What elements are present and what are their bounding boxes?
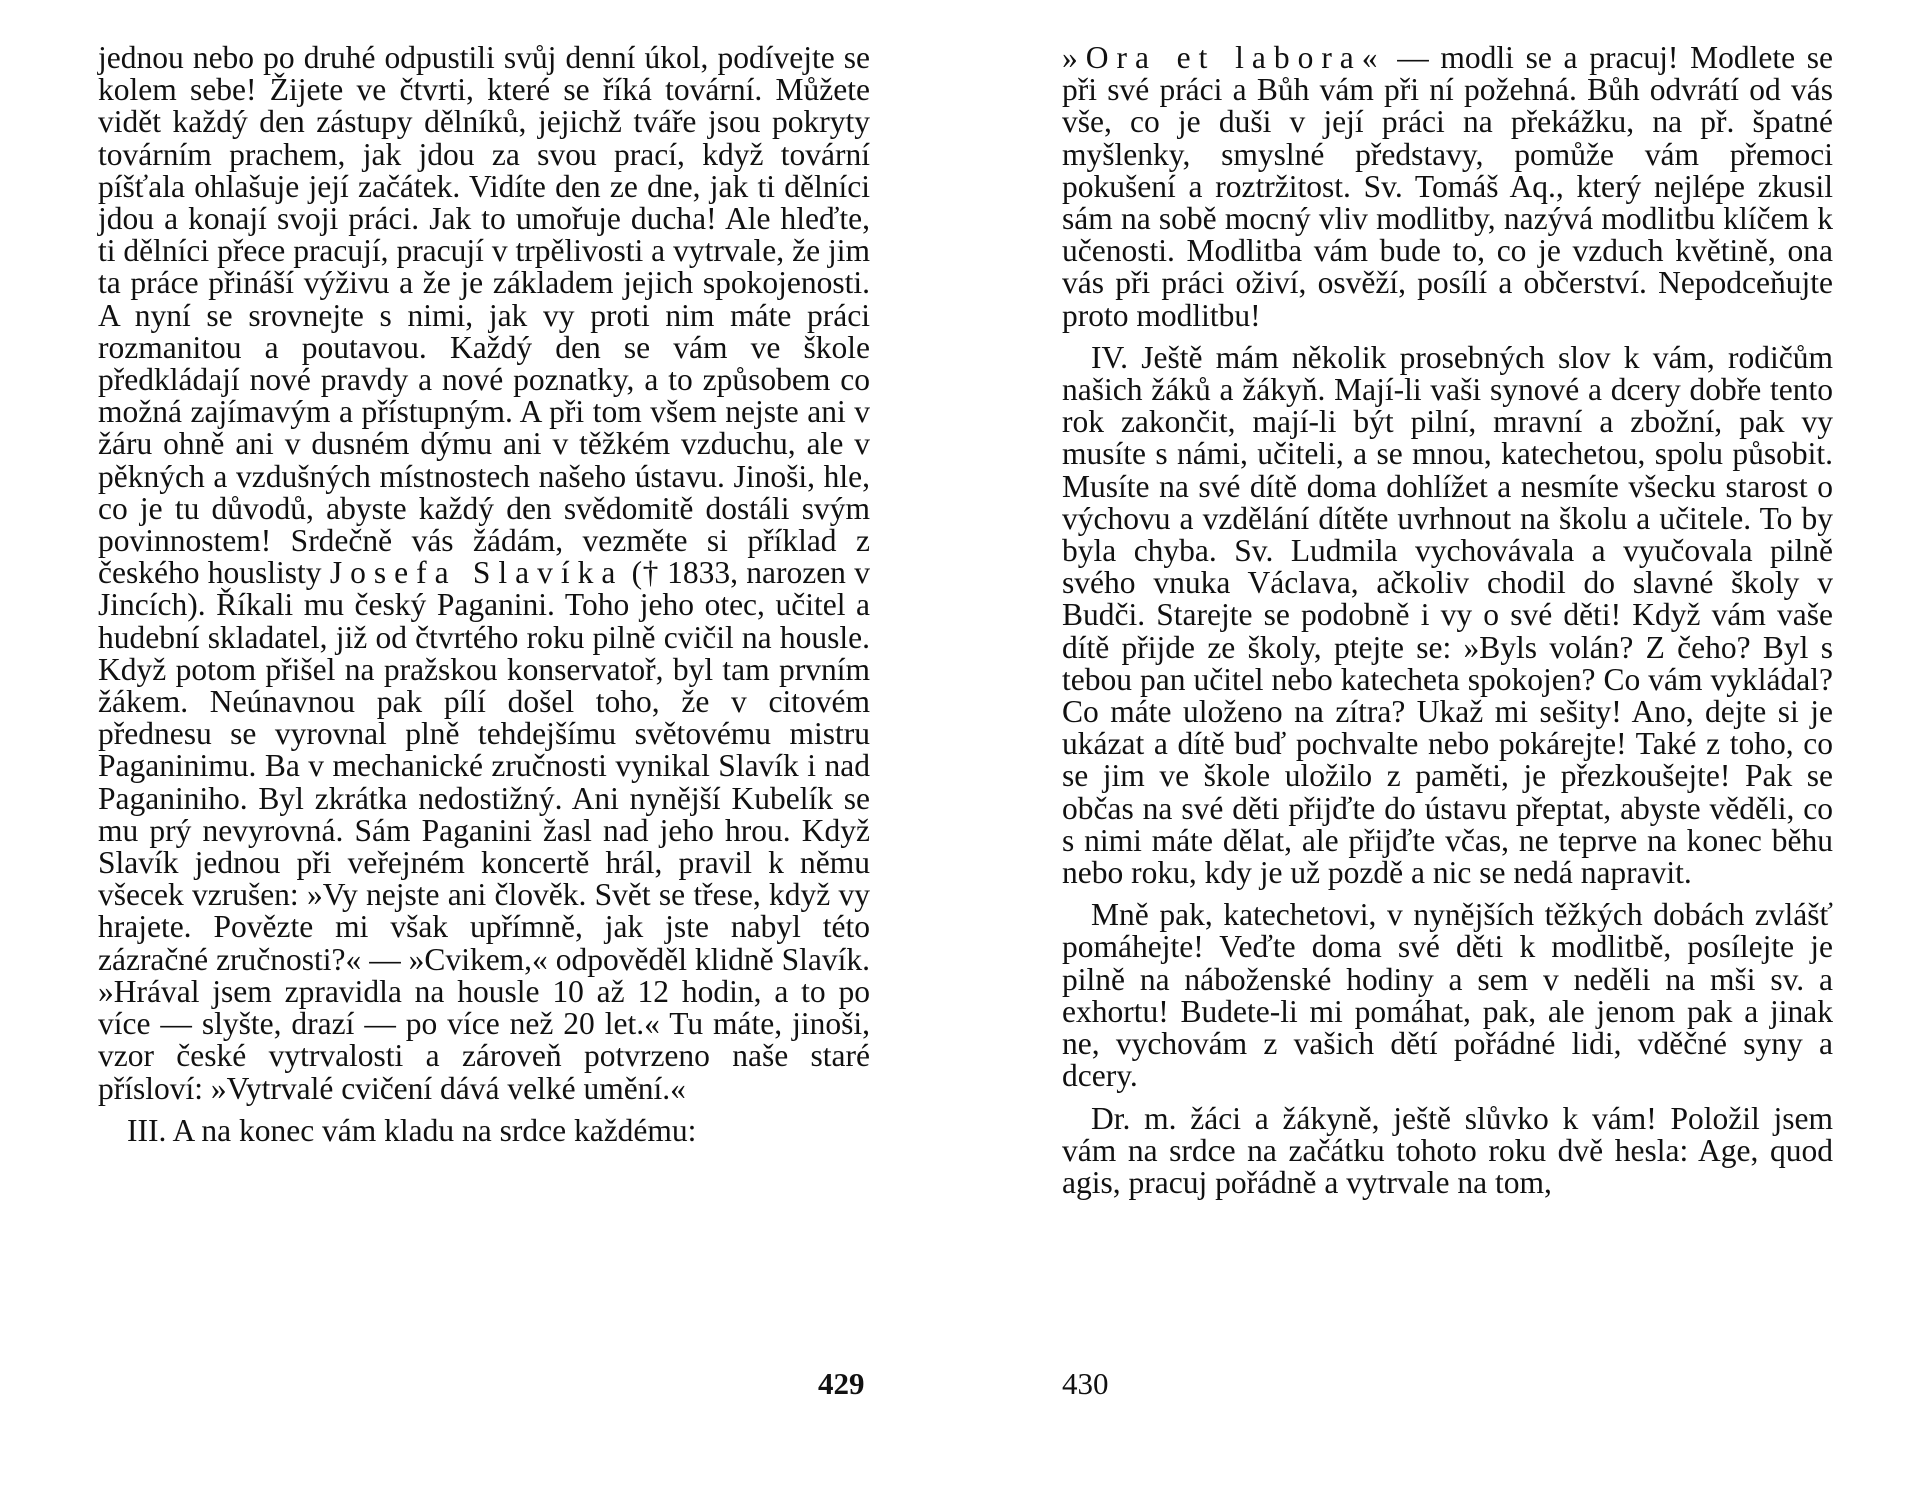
paragraph: III. A na konec vám kladu na srdce každému: (127, 1112, 697, 1148)
paragraph: IV. Ještě mám několik prosebných slov k vám, rodičům našich žáků a žákyň. Mají-li vaši synové a dcery dobře tento rok zakončit, mají-li být pilní, mravní a zbožní, pak vy musíte s námi, učiteli, a se mnou, katechetou, spolu působit. Musíte na své dítě doma dohlížet a nesmíte všecku starost o výchovu a vzdělání dítěte uvrhnout na školu a učitele. To by byla chyba. Sv. Ludmila vychovávala a vyučovala pilně svého vnuka Václava, ačkoliv chodil do slavné školy v Budči. Starejte se podobně i vy o své děti! Když vám vaše dítě přijde ze školy, ptejte se: »Byls volán? Z čeho? Byl s tebou pan učitel nebo katecheta spokojen? Co vám vykládal? Co máte uloženo na zítra? Ukaž mi sešity! Ano, dejte si je ukázat a dítě buď pochvalte nebo pokárejte! Také z toho, co se jim ve škole uložilo z paměti, je přezkoušejte! Pak se občas na své děti přijďte do ústavu přeptat, abyste věděli, co s nimi máte dělat, ale přijďte včas, ne teprve na konec běhu nebo roku, kdy je už pozdě a nic se nedá napravit. (1062, 339, 1833, 891)
right-page (960, 0, 1920, 1500)
paragraph: Mně pak, katechetovi, v nynějších těžkých dobách zvlášť pomáhejte! Veďte doma své děti k modlitbě, posílejte je pilně na náboženské hodiny a sem v neděli na mši sv. a exhortu! Budete-li mi pomáhat, pak, ale jenom pak a jinak ne, vychovám z vašich dětí pořádné lidi, vděčné syny a dcery. (1062, 897, 1833, 1094)
paragraph-text: († 1833, narozen v Jincích). Říkali mu český Paganini. Toho jeho otec, učitel a hudební skladatel, již od čtvrtého roku pilně cvičil na housle. Když potom přišel na pražskou konservatoř, byl tam prvním žákem. Neúnavnou pak pílí došel toho, že v citovém přednesu se vyrovnal plně tehdejšímu světovému mistru Paganinimu. Ba v mechanické zručnosti vynikal Slavík i nad Paganiniho. Byl zkrátka nedostižný. Ani nynější Kubelík se mu prý nevyrovná. Sám Paganini žasl nad jeho hrou. Když Slavík jednou při veřejném koncertě hrál, pravil k němu všecek vzrušen: »Vy nejste ani člověk. Svět se třese, když vy hrajete. Povězte mi však upřímně, jak jste nabyl této zázračné zručnosti?« — »Cvikem,« odpověděl klidně Slavík. »Hrával jsem zpravidla na housle 10 až 12 hodin, a to po více — slyšte, drazí — po více než 20 let.« Tu máte, jinoši, vzor české vytrvalosti a zároveň potvrzeno naše staré přísloví: »Vytrvalé cvičení dává velké umění.« (98, 555, 870, 1106)
spaced-motto: »Ora et labora« (1062, 40, 1386, 75)
left-page-text (98, 42, 870, 1147)
page-number: 430 (1062, 1366, 1109, 1401)
page-number: 429 (818, 1366, 865, 1401)
paragraph (98, 42, 870, 1105)
paragraph: Dr. m. žáci a žákyně, ještě slůvko k vám! Položil jsem vám na srdce na začátku tohoto roku dvě hesla: Age, quod agis, pracuj pořádně a vytrvale na tom, (1062, 1100, 1833, 1200)
spaced-name: Josefa Slavíka (329, 555, 624, 591)
right-page-text (1062, 42, 1833, 1199)
paragraph (1062, 42, 1833, 332)
paragraph-text: — modli se a pracuj! Modlete se při své práci a Bůh vám při ní požehná. Bůh odvrátí od vás vše, co je duši v její práci na překážku, na př. špatné myšlenky, smyslné představy, pomůže vám přemoci pokušení a roztržitost. Sv. Tomáš Aq., který nejlépe zkusil sám na sobě mocný vliv modlitby, nazývá modlitbu klíčem k učenosti. Modlitba vám bude to, co je vzduch květině, ona vás při práci oživí, osvěží, posílí a občerství. Nepodceňujte proto modlitbu! (1062, 40, 1834, 333)
paragraph-text: jednou nebo po druhé odpustili svůj denní úkol, podívejte se kolem sebe! Žijete ve čtvrti, které se říká tovární. Můžete vidět každý den zástupy dělníků, jejichž tváře jsou pokryty továrním prachem, jak jdou za svou prací, když tovární píšťala ohlašuje její začátek. Vidíte den ze dne, jak ti dělníci jdou a konají svoji práci. Jak to umořuje ducha! Ale hleďte, ti dělníci přece pracují, pracují v trpělivosti a vytrvale, že jim ta práce přináší výživu a že je základem jejich spokojenosti. A nyní se srovnejte s nimi, jak vy proti nim máte práci rozmanitou a poutavou. Každý den se vám ve škole předkládají nové pravdy a nové poznatky, a to způsobem co možná zajímavým a přístupným. A při tom všem nejste ani v žáru ohně ani v dusném dýmu ani v těžkém vzduchu, ale v pěkných a vzdušných místnostech našeho ústavu. Jinoši, hle, co je tu důvodů, abyste každý den svědomitě dostáli svým povinnostem! Srdečně vás žádám, vezměte si příklad z českého houslisty (98, 40, 870, 591)
